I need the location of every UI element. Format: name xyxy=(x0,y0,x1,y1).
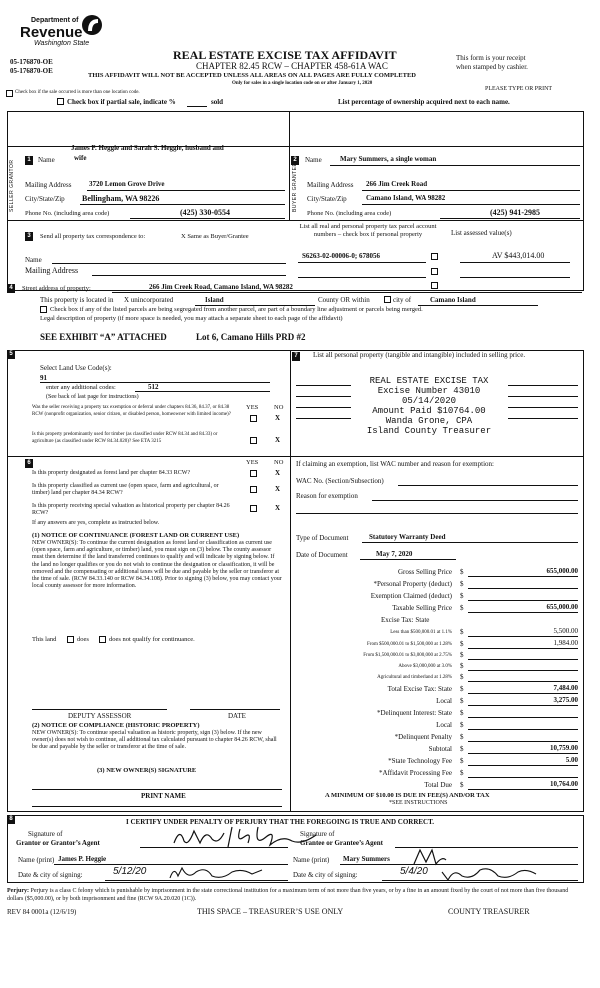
legal-description-label: Legal description of property (if more space is needed, you may attach a separate sheet to each page of the affidavit) xyxy=(40,315,343,322)
parties-divider xyxy=(289,111,290,220)
grantee-sig-label-1: Signature of xyxy=(300,830,335,838)
gross-value[interactable]: 655,000.00 xyxy=(546,567,578,575)
gross-label: Gross Selling Price xyxy=(397,568,452,576)
section-5-number: 5 xyxy=(7,350,15,359)
exemption-label: If claiming an exemption, list WAC number and reason for exemption: xyxy=(296,460,494,468)
see-back-note: (See back of last page for instructions) xyxy=(46,394,139,400)
delinquent-interest-dollar: $ xyxy=(460,709,464,717)
sec6-q2-no-mark[interactable]: X xyxy=(275,485,281,493)
new-owner-signature-line[interactable] xyxy=(32,789,282,790)
tier4-label: Above $3,000,000 at 3.0% xyxy=(398,664,452,669)
section-2-number: 2 xyxy=(291,156,299,165)
seller-name-label: Name xyxy=(38,156,55,164)
delinquent-interest-line[interactable] xyxy=(468,717,578,718)
tier5-dollar: $ xyxy=(460,673,464,681)
city-of-checkbox[interactable] xyxy=(384,296,391,303)
exemption-deduct-dollar: $ xyxy=(460,592,464,600)
total-state-value[interactable]: 7,484.00 xyxy=(553,684,578,692)
parcel-value[interactable]: S6263-02-00006-0; 678056 xyxy=(302,252,380,260)
doc-date-value[interactable]: May 7, 2020 xyxy=(376,550,413,558)
seller-phone-line xyxy=(130,218,285,219)
gross-dollar: $ xyxy=(460,568,464,576)
taxable-label: Taxable Selling Price xyxy=(392,604,452,612)
minimum-due-note: A MINIMUM OF $10.00 IS DUE IN FEE(S) AND/OR TAX xyxy=(325,792,490,799)
more-than-one-location-label: Check box if the sale occurred is more than one location code. xyxy=(15,90,140,95)
historic-text: NEW OWNER(S): To continue special valuation as historic property, sign (3) below. If the new owner(s) does not wish to continue, all additional tax calculated pursuant to chapter 84.26 RCW, shall be due and payable by the seller or transferor at the time of sale. xyxy=(32,730,277,751)
dor-logo-line1: Department of xyxy=(31,17,79,24)
dor-logo-line3: Washington State xyxy=(34,40,90,47)
sec5-q2-yes-checkbox[interactable] xyxy=(250,437,257,444)
total-due-value[interactable]: 10,764.00 xyxy=(550,780,578,788)
this-land-label: This land xyxy=(32,636,57,643)
sec6-q1: Is this property designated as forest land per chapter 84.33 RCW? xyxy=(32,470,191,476)
city-of-label: city of xyxy=(393,296,412,304)
street-address-label: Street address of property: xyxy=(22,285,91,292)
taxable-dollar: $ xyxy=(460,604,464,612)
delinquent-penalty-line[interactable] xyxy=(468,741,578,742)
subtotal-label: Subtotal xyxy=(428,745,452,753)
corr-name-label: Name xyxy=(25,256,42,264)
buyer-city-line xyxy=(362,204,580,205)
located-label: This property is located in xyxy=(40,296,114,304)
land-does-checkbox[interactable] xyxy=(67,636,74,643)
land-use-label: Select Land Use Code(s): xyxy=(40,364,112,372)
type-or-print: PLEASE TYPE OR PRINT xyxy=(485,86,553,92)
section-3-number: 3 xyxy=(25,232,33,241)
wac-line[interactable] xyxy=(398,485,578,486)
assessor-date-label: DATE xyxy=(228,712,246,720)
parcel-header: List all real and personal property tax parcel account numbers – check box if personal property xyxy=(299,223,437,238)
grantor-print-value[interactable]: James P. Heggie xyxy=(58,855,107,863)
grantor-print-label: Name (print) xyxy=(18,856,55,864)
treasurer-use-only: THIS SPACE – TREASURER’S USE ONLY xyxy=(197,907,344,916)
exhibit-reference[interactable]: SEE EXHIBIT “A” ATTACHED xyxy=(40,332,167,342)
stamp-line-3: 05/14/2020 xyxy=(401,396,456,406)
taxable-line xyxy=(468,612,578,613)
seller-phone-label: Phone No. (including area code) xyxy=(25,210,110,217)
print-name-label: PRINT NAME xyxy=(141,792,186,800)
doc-type-value[interactable]: Statutory Warranty Deed xyxy=(369,533,446,541)
subtotal-line xyxy=(468,753,578,754)
buyer-mailing-value[interactable]: 266 Jim Creek Road xyxy=(366,180,428,188)
grantee-date-label: Date & city of signing: xyxy=(293,871,358,879)
land-does-not-label: does not qualify for continuance. xyxy=(109,636,195,643)
tier1-line xyxy=(468,636,578,637)
wac-label: WAC No. (Section/Subsection) xyxy=(296,477,384,485)
seller-mailing-label: Mailing Address xyxy=(25,181,72,189)
section-1-number: 1 xyxy=(25,156,33,165)
section-4-number: 4 xyxy=(7,284,15,293)
doc-type-label: Type of Document xyxy=(296,534,349,542)
taxable-value[interactable]: 655,000.00 xyxy=(546,603,578,611)
sec6-q3-no-mark[interactable]: X xyxy=(275,504,281,512)
stamp-line-2: Excise Number 43010 xyxy=(377,386,481,396)
seller-name-value-2[interactable]: wife xyxy=(74,154,87,162)
partial-sold-label: sold xyxy=(211,98,224,106)
sec6-q1-yes-checkbox[interactable] xyxy=(250,470,257,477)
sec5-yes-header: YES xyxy=(246,404,259,411)
personal-deduct-line[interactable] xyxy=(468,588,578,589)
local-dollar: $ xyxy=(460,697,464,705)
doc-type-line xyxy=(362,542,578,543)
historic-title: (2) NOTICE OF COMPLIANCE (HISTORIC PROPERTY) xyxy=(32,722,200,729)
tier5-label: Agricultural and timberland at 1.28% xyxy=(377,675,452,680)
grantee-sig-label-2: Grantee or Grantee’s Agent xyxy=(300,839,384,847)
tier3-line[interactable] xyxy=(468,659,578,660)
tech-fee-value[interactable]: 5.00 xyxy=(565,756,578,764)
sec5-q2: Is this property predominantly used for timber (as classified under RCW 84.34 and 84.33) or agriculture (as classified under RCW 84.34.020)? See ETA 3215 xyxy=(32,432,218,444)
exemption-deduct-line[interactable] xyxy=(468,600,578,601)
additional-codes-line xyxy=(135,391,270,392)
sec6-no-header: NO xyxy=(274,459,284,466)
corr-mailing-label: Mailing Address xyxy=(25,266,79,275)
affidavit-fee-line[interactable] xyxy=(468,777,578,778)
buyer-phone-label: Phone No. (including area code) xyxy=(307,210,392,217)
reason-line-1[interactable] xyxy=(372,500,578,501)
personal-deduct-label: *Personal Property (deduct) xyxy=(373,580,452,588)
grantee-date-line xyxy=(382,880,578,881)
stamp-line-6: Island County Treasurer xyxy=(366,426,492,436)
assessor-date-line[interactable] xyxy=(190,709,280,710)
perjury-text: Perjury is a class C felony which is punishable by imprisonment in the state correctional institution for a maximum term of not more than five years, or by a fine in an amount fixed by the court of not more than five thousand dollars ($5,000.00), or by both imprisonment and fine (RCW 9A.20.020 (1C)). xyxy=(7,888,569,902)
total-due-line xyxy=(468,789,578,790)
county-or-within: County OR within xyxy=(318,296,370,304)
perjury-bold: Perjury: xyxy=(7,888,29,894)
affidavit-fee-label: *Affidavit Processing Fee xyxy=(379,769,452,777)
if-answers-yes: If any answers are yes, complete as instructed below. xyxy=(32,520,160,526)
deputy-assessor-line[interactable] xyxy=(32,709,167,710)
dor-logo-mark-icon xyxy=(80,13,104,37)
total-due-label: Total Due xyxy=(424,781,452,789)
tier2-label: From $500,000.01 to $1,500,000 at 1.28% xyxy=(367,642,452,647)
seller-phone-value[interactable]: (425) 330-0554 xyxy=(180,208,230,217)
tier1-label: Less than $500,000.01 at 1.1% xyxy=(390,630,452,635)
partial-percent-line[interactable] xyxy=(187,106,207,107)
grantor-sig-label-1: Signature of xyxy=(28,830,63,838)
sec5-q2-no-mark[interactable]: X xyxy=(275,436,281,444)
personal-property-line-2b xyxy=(508,396,578,397)
buyer-city-label: City/State/Zip xyxy=(307,195,347,203)
gross-line xyxy=(468,576,578,577)
section-5-6-divider xyxy=(7,456,290,457)
grantee-date-value[interactable]: 5/4/20 xyxy=(400,866,428,877)
buyer-mailing-line xyxy=(362,190,580,191)
additional-codes-label: enter any additional codes: xyxy=(46,384,116,391)
buyer-side-label: BUYER GRANTEE xyxy=(292,162,298,212)
receipt-note-2: when stamped by cashier. xyxy=(456,63,528,71)
segregated-checkbox[interactable] xyxy=(40,306,47,313)
parcel-2-personal-checkbox[interactable] xyxy=(431,268,438,275)
unincorporated-option[interactable]: X unincorporated xyxy=(124,296,174,304)
land-use-value[interactable]: 91 xyxy=(40,374,47,382)
buyer-name-line xyxy=(330,165,580,166)
parcel-line-1 xyxy=(298,262,426,263)
grantor-date-value[interactable]: 5/12/20 xyxy=(113,866,147,877)
total-state-dollar: $ xyxy=(460,685,464,693)
segregated-label: Check box if any of the listed parcels are being segregated from another parcel, are part of a boundary line adjustment or parcels being merged. xyxy=(50,306,423,313)
delinquent-penalty-dollar: $ xyxy=(460,733,464,741)
city-line xyxy=(418,305,538,306)
stamp-line-1: REAL ESTATE EXCISE TAX xyxy=(369,376,489,386)
partial-sale-label: Check box if partial sale, indicate % xyxy=(67,98,176,106)
warning-line: THIS AFFIDAVIT WILL NOT BE ACCEPTED UNLESS ALL AREAS ON ALL PAGES ARE FULLY COMPLETED xyxy=(88,72,416,79)
doc-date-line xyxy=(360,559,456,560)
sec5-q1: Was the seller receiving a property tax exemption or deferral under chapters 84.36, 84.37, or 84.38 RCW (nonprofit organization, senior citizen, or disabled person, homeowner with limited income)? xyxy=(32,405,231,417)
section-6-number: 6 xyxy=(25,459,33,468)
lower-divider xyxy=(290,350,291,812)
county-value[interactable]: Island xyxy=(205,296,224,304)
continuance-text: NEW OWNER(S): To continue the current designation as forest land or classification as current use (open space, farm and agriculture, or timber) land, you must sign on (3) below. The county assessor must then determine if the land transferred continues to qualify and will indicate by signing below. If the land no longer qualifies or you do not wish to continue the designation or classification, it will be removed and the compensating or additional taxes will be due and payable by the seller or transferor at the time of sale. (RCW 84.33.140 or RCW 84.34.108). Prior to signing (3) below, you may contact your local county assessor for more information. xyxy=(32,540,282,590)
seller-mailing-line xyxy=(87,190,285,191)
street-address-value[interactable]: 266 Jim Creek Road, Camano Island, WA 98282 xyxy=(149,283,293,291)
receipt-note-1: This form is your receipt xyxy=(456,54,526,62)
assessed-header: List assessed value(s) xyxy=(451,229,512,237)
additional-codes-value[interactable]: 512 xyxy=(148,383,159,391)
grantee-print-label: Name (print) xyxy=(293,856,330,864)
tech-fee-line xyxy=(468,765,578,766)
ownership-percentage-note: List percentage of ownership acquired next to each name. xyxy=(338,98,510,106)
subtotal-dollar: $ xyxy=(460,745,464,753)
certification-statement: I CERTIFY UNDER PENALTY OF PERJURY THAT THE FOREGOING IS TRUE AND CORRECT. xyxy=(126,818,435,826)
tier4-dollar: $ xyxy=(460,662,464,670)
personal-property-line-4 xyxy=(296,418,351,419)
local-label: Local xyxy=(436,697,452,705)
form-title: REAL ESTATE EXCISE TAX AFFIDAVIT xyxy=(173,48,397,62)
seller-mailing-value[interactable]: 3720 Lemon Grove Drive xyxy=(89,180,165,188)
street-address-line xyxy=(112,292,582,293)
buyer-name-value[interactable]: Mary Summers, a single woman xyxy=(340,155,437,163)
tier5-line[interactable] xyxy=(468,681,578,682)
section-8-number: 8 xyxy=(7,815,15,824)
dor-logo-line2: Revenue xyxy=(20,24,83,41)
seller-city-label: City/State/Zip xyxy=(25,195,65,203)
total-due-dollar: $ xyxy=(460,781,464,789)
correspondence-label: Send all property tax correspondence to: xyxy=(40,233,146,240)
sec5-q1-yes-checkbox[interactable] xyxy=(250,415,257,422)
sec6-q1-no-mark[interactable]: X xyxy=(275,469,281,477)
more-than-one-location-checkbox[interactable] xyxy=(6,90,13,97)
stamp-line-5: Wanda Grone, CPA xyxy=(385,416,473,426)
buyer-city-value[interactable]: Camano Island, WA 98282 xyxy=(366,194,446,202)
seller-city-value[interactable]: Bellingham, WA 98226 xyxy=(82,194,160,203)
corr-mailing-line[interactable] xyxy=(92,275,286,276)
personal-property-line-1b xyxy=(508,385,578,386)
personal-property-line-2 xyxy=(296,396,351,397)
tech-fee-dollar: $ xyxy=(460,757,464,765)
tech-fee-label: *State Technology Fee xyxy=(388,757,452,765)
personal-property-label: List all personal property (tangible and intangible) included in selling price. xyxy=(313,351,526,359)
land-does-label: does xyxy=(77,636,89,643)
subtotal-value[interactable]: 10,759.00 xyxy=(550,744,578,752)
delinquent-local-dollar: $ xyxy=(460,721,464,729)
affidavit-fee-dollar: $ xyxy=(460,769,464,777)
partial-sale-checkbox[interactable] xyxy=(57,98,64,105)
tier2-dollar: $ xyxy=(460,640,464,648)
personal-property-line-3 xyxy=(296,407,351,408)
local-line xyxy=(468,705,578,706)
new-owner-signature-label: (3) NEW OWNER(S) SIGNATURE xyxy=(97,767,197,774)
exemption-deduct-label: Exemption Claimed (deduct) xyxy=(370,592,452,600)
delinquent-interest-label: *Delinquent Interest: State xyxy=(376,709,452,717)
assessed-line-2[interactable] xyxy=(460,277,570,278)
delinquent-local-line[interactable] xyxy=(468,729,578,730)
buyer-phone-line xyxy=(440,218,580,219)
grantor-date-line xyxy=(105,880,288,881)
personal-property-line-4b xyxy=(508,418,578,419)
lot-description[interactable]: Lot 6, Camano Hills PRD #2 xyxy=(196,332,306,342)
county-treasurer: COUNTY TREASURER xyxy=(448,907,530,916)
parcel-3-personal-checkbox[interactable] xyxy=(431,282,438,289)
doc-date-label: Date of Document xyxy=(296,551,348,559)
sec6-q2: Is this property classified as current use (open space, farm and agricultural, or timber) land per chapter 84.34 RCW? xyxy=(32,483,219,496)
parcel-line-3[interactable] xyxy=(298,290,426,291)
personal-deduct-dollar: $ xyxy=(460,580,464,588)
continuance-title: (1) NOTICE OF CONTINUANCE (FOREST LAND OR CURRENT USE) xyxy=(32,532,240,539)
form-code-1: 05-176870-OE xyxy=(10,58,53,66)
tier3-label: From $1,500,000.01 to $3,000,000 at 2.75% xyxy=(363,653,452,658)
reason-line-2[interactable] xyxy=(296,513,578,514)
assessed-value[interactable]: AV $443,014.00 xyxy=(492,251,545,260)
section-7-number: 7 xyxy=(292,352,300,361)
seller-side-label: SELLER GRANTOR xyxy=(9,159,15,212)
grantor-sig-label-2: Grantor or Grantor’s Agent xyxy=(16,839,100,847)
tier2-value[interactable]: 1,984.00 xyxy=(553,639,578,647)
delinquent-local-label: Local xyxy=(436,721,452,729)
seller-name-value-1[interactable]: James P. Heggie and Sarah S. Heggie, husband and xyxy=(71,144,224,152)
sec5-q1-no-mark[interactable]: X xyxy=(275,414,281,422)
stamp-line-4: Amount Paid $10764.00 xyxy=(372,406,486,416)
grantor-date-label: Date & city of signing: xyxy=(18,871,83,879)
tier2-line xyxy=(468,648,578,649)
perjury-notice xyxy=(7,887,585,903)
corr-name-line[interactable] xyxy=(52,263,286,264)
reason-label: Reason for exemption xyxy=(296,492,358,500)
tier3-dollar: $ xyxy=(460,651,464,659)
excise-state-label: Excise Tax: State xyxy=(381,616,430,624)
sec6-yes-header: YES xyxy=(246,459,259,466)
assessed-line-1 xyxy=(460,262,570,263)
tier1-dollar: $ xyxy=(460,628,464,636)
print-name-line[interactable] xyxy=(32,806,282,807)
correspondence-same-as[interactable]: X Same as Buyer/Grantee xyxy=(181,233,249,240)
total-state-line xyxy=(468,693,578,694)
deputy-assessor-label: DEPUTY ASSESSOR xyxy=(68,712,132,720)
seller-city-line xyxy=(80,204,285,205)
grantee-print-value[interactable]: Mary Summers xyxy=(343,855,390,863)
tier1-value[interactable]: 5,500.00 xyxy=(553,627,578,635)
personal-property-line-1 xyxy=(296,385,351,386)
buyer-phone-value[interactable]: (425) 941-2985 xyxy=(490,208,540,217)
sec5-no-header: NO xyxy=(274,404,284,411)
tier4-line[interactable] xyxy=(468,670,578,671)
sec6-q2-yes-checkbox[interactable] xyxy=(250,486,257,493)
delinquent-penalty-label: *Delinquent Penalty xyxy=(394,733,452,741)
personal-property-line-3b xyxy=(508,407,578,408)
buyer-mailing-label: Mailing Address xyxy=(307,181,354,189)
sec6-q3-yes-checkbox[interactable] xyxy=(250,505,257,512)
parties-row-line-2 xyxy=(7,220,584,221)
rev-code: REV 84 0001a (12/6/19) xyxy=(7,908,77,916)
local-value[interactable]: 3,275.00 xyxy=(553,696,578,704)
see-instructions-note: *SEE INSTRUCTIONS xyxy=(389,800,448,806)
buyer-name-label: Name xyxy=(305,156,322,164)
single-location-note: Only for sales in a single location code on or after January 1, 2020 xyxy=(232,81,373,86)
form-code-2: 05-176870-OE xyxy=(10,67,53,75)
sec6-q3: Is this property receiving special valuation as historical property per chapter 84.26 RCW? xyxy=(32,503,230,516)
city-value[interactable]: Camano Island xyxy=(430,296,476,304)
form-subtitle: CHAPTER 82.45 RCW – CHAPTER 458-61A WAC xyxy=(196,61,388,71)
total-state-label: Total Excise Tax: State xyxy=(387,685,452,693)
land-does-not-checkbox[interactable] xyxy=(99,636,106,643)
grantor-signature-icon xyxy=(170,823,320,849)
parcel-1-personal-checkbox[interactable] xyxy=(431,253,438,260)
section-7-exemption-divider xyxy=(290,456,584,457)
parcel-line-2[interactable] xyxy=(298,277,426,278)
